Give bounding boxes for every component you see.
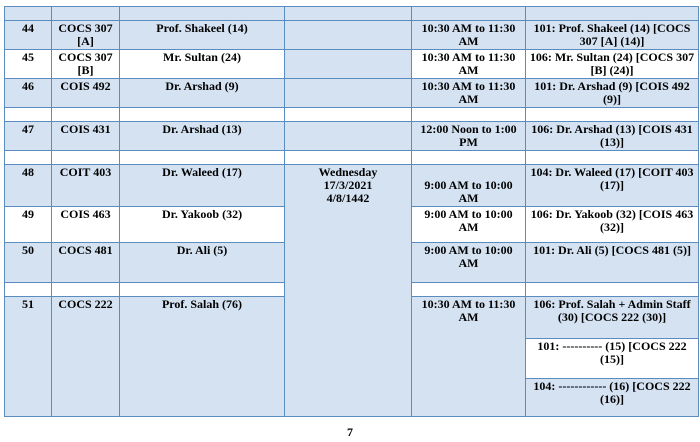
course-code: COCS 307 [B] <box>52 50 120 79</box>
exam-time: 12:00 Noon to 1:00 PM <box>412 122 526 151</box>
cell <box>5 7 52 21</box>
cell <box>526 108 699 122</box>
table-row <box>5 50 699 79</box>
exam-time: 10:30 AM to 11:30 AM <box>412 50 526 79</box>
cell <box>5 151 52 165</box>
table-row <box>5 7 699 21</box>
room-assignment: 101: Dr. Ali (5) [COCS 481 (5)] <box>526 243 699 283</box>
date-cell <box>285 21 412 50</box>
course-code: COCS 481 <box>52 243 120 283</box>
cell <box>285 151 412 165</box>
cell <box>52 108 120 122</box>
row-number: 48 <box>5 165 52 207</box>
room-assignment: 101: Prof. Shakeel (14) [COCS 307 [A] (14)] <box>526 21 699 50</box>
table-row <box>5 108 699 122</box>
cell <box>526 7 699 21</box>
cell <box>52 151 120 165</box>
table-row <box>5 21 699 50</box>
row-number: 51 <box>5 297 52 417</box>
instructor: Dr. Arshad (13) <box>120 122 285 151</box>
room-assignment: 104: Dr. Waleed (17) [COIT 403 (17)] <box>526 165 699 207</box>
exam-time: 9:00 AM to 10:00 AM <box>412 207 526 243</box>
room-assignment: 101: Dr. Arshad (9) [COIS 492 (9)] <box>526 79 699 108</box>
exam-day: Wednesday <box>318 165 378 179</box>
course-code: COIS 431 <box>52 122 120 151</box>
course-code: COCS 307 [A] <box>52 21 120 50</box>
row-number: 45 <box>5 50 52 79</box>
table-row <box>5 79 699 108</box>
cell <box>526 151 699 165</box>
instructor: Prof. Salah (76) <box>120 297 285 417</box>
exam-time: 10:30 AM to 11:30 AM <box>412 21 526 50</box>
instructor: Dr. Waleed (17) <box>120 165 285 207</box>
instructor: Prof. Shakeel (14) <box>120 21 285 50</box>
exam-time: 9:00 AM to 10:00 AM <box>412 165 526 207</box>
table-row <box>5 165 699 207</box>
cell <box>120 151 285 165</box>
cell <box>5 108 52 122</box>
exam-time: 10:30 AM to 11:30 AM <box>412 79 526 108</box>
room-assignment: 106: Mr. Sultan (24) [COCS 307 [B] (24)] <box>526 50 699 79</box>
exam-date-hijri: 4/8/1442 <box>326 191 370 205</box>
cell <box>120 7 285 21</box>
row-number: 46 <box>5 79 52 108</box>
exam-time: 9:00 AM to 10:00 AM <box>412 243 526 283</box>
instructor: Dr. Ali (5) <box>120 243 285 283</box>
date-cell <box>285 122 412 151</box>
cell <box>412 151 526 165</box>
row-number: 49 <box>5 207 52 243</box>
page-number: 7 <box>347 425 353 439</box>
date-cell <box>285 79 412 108</box>
room-assignment: 101: ---------- (15) [COCS 222 (15)] <box>526 339 699 379</box>
room-assignment: 104: ------------ (16) [COCS 222 (16)] <box>526 379 699 417</box>
table-row <box>5 122 699 151</box>
exam-date-gregorian: 17/3/2021 <box>323 178 373 192</box>
course-code: COCS 222 <box>52 297 120 417</box>
exam-time: 10:30 AM to 11:30 AM <box>412 297 526 417</box>
row-number: 47 <box>5 122 52 151</box>
cell <box>285 108 412 122</box>
cell <box>52 7 120 21</box>
table-row <box>5 151 699 165</box>
cell <box>285 7 412 21</box>
cell <box>526 283 699 297</box>
cell <box>412 108 526 122</box>
room-assignment: 106: Dr. Yakoob (32) [COIS 463 (32)] <box>526 207 699 243</box>
date-cell <box>285 50 412 79</box>
course-code: COIT 403 <box>52 165 120 207</box>
row-number: 50 <box>5 243 52 283</box>
cell <box>412 283 526 297</box>
cell <box>120 108 285 122</box>
room-assignment: 106: Prof. Salah + Admin Staff (30) [COCS 222 (30)] <box>526 297 699 339</box>
room-assignment: 106: Dr. Arshad (13) [COIS 431 (13)] <box>526 122 699 151</box>
course-code: COIS 492 <box>52 79 120 108</box>
instructor: Dr. Yakoob (32) <box>120 207 285 243</box>
exam-date <box>285 165 412 417</box>
cell <box>52 283 120 297</box>
cell <box>120 283 285 297</box>
course-code: COIS 463 <box>52 207 120 243</box>
cell <box>5 283 52 297</box>
row-number: 44 <box>5 21 52 50</box>
instructor: Mr. Sultan (24) <box>120 50 285 79</box>
instructor: Dr. Arshad (9) <box>120 79 285 108</box>
exam-schedule-table <box>4 6 699 417</box>
cell <box>412 7 526 21</box>
